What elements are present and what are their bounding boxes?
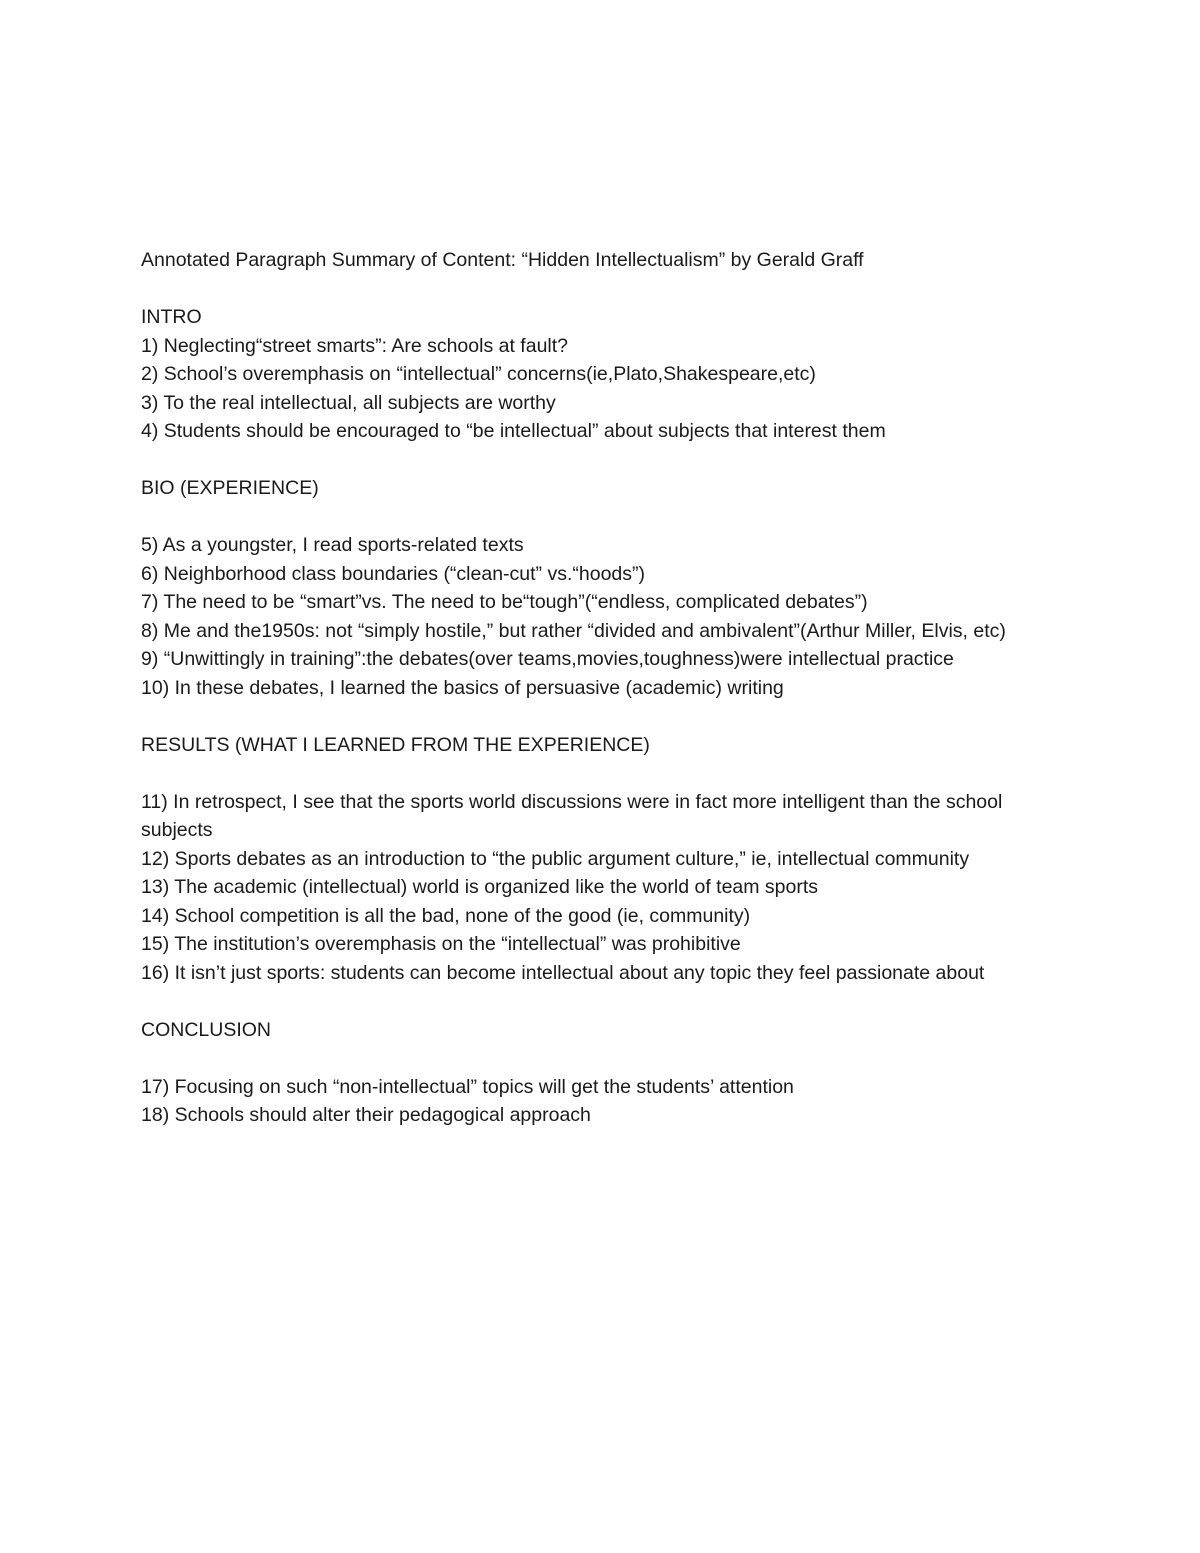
- conclusion-list: [141, 1073, 1071, 1130]
- spacer: [141, 275, 1071, 304]
- list-item: 1) Neglecting“street smarts”: Are schools at fault?: [141, 334, 569, 357]
- bio-list: [141, 531, 1071, 702]
- spacer: [141, 1044, 1071, 1073]
- list-item: 6) Neighborhood class boundaries (“clean-cut” vs.“hoods”): [141, 562, 645, 585]
- section-heading-results: RESULTS (WHAT I LEARNED FROM THE EXPERIENCE): [141, 733, 650, 756]
- list-item: 9) “Unwittingly in training”:the debates(over teams,movies,toughness)were intellectual practice: [141, 648, 954, 670]
- list-item: 7) The need to be “smart”vs. The need to be“tough”(“endless, complicated debates”): [141, 591, 868, 613]
- list-item: 10) In these debates, I learned the basics of persuasive (academic) writing: [141, 676, 784, 699]
- list-item: 14) School competition is all the bad, none of the good (ie, community): [141, 904, 751, 927]
- list-item: 12) Sports debates as an introduction to “the public argument culture,” ie, intellectual community: [141, 847, 970, 870]
- list-item: 3) To the real intellectual, all subjects are worthy: [141, 391, 556, 414]
- list-item: 2) School’s overemphasis on “intellectual” concerns(ie,Plato,Shakespeare,etc): [141, 363, 816, 385]
- document-title: Annotated Paragraph Summary of Content: “Hidden Intellectualism” by Gerald Graff: [141, 249, 864, 271]
- spacer: [141, 446, 1071, 475]
- section-heading-conclusion: CONCLUSION: [141, 1018, 272, 1041]
- results-list: [141, 788, 1071, 988]
- list-item: 16) It isn’t just sports: students can become intellectual about any topic they feel passionate about: [141, 961, 985, 984]
- spacer: [141, 759, 1071, 788]
- spacer: [141, 702, 1071, 731]
- spacer: [141, 987, 1071, 1016]
- list-item: 11) In retrospect, I see that the sports world discussions were in fact more intelligent than the school subjects: [141, 790, 1003, 841]
- list-item: 17) Focusing on such “non-intellectual” topics will get the students’ attention: [141, 1075, 794, 1098]
- section-heading-intro: INTRO: [141, 306, 202, 328]
- intro-list: [141, 332, 1071, 446]
- list-item: 15) The institution’s overemphasis on the “intellectual” was prohibitive: [141, 933, 741, 955]
- document-page: [141, 246, 1071, 1130]
- list-item: 13) The academic (intellectual) world is organized like the world of team sports: [141, 876, 819, 898]
- list-item: 8) Me and the1950s: not “simply hostile,” but rather “divided and ambivalent”(Arthur Miller, Elvis, etc): [141, 619, 1006, 642]
- list-item: 18) Schools should alter their pedagogical approach: [141, 1104, 591, 1126]
- spacer: [141, 503, 1071, 532]
- list-item: 4) Students should be encouraged to “be intellectual” about subjects that interest them: [141, 420, 886, 442]
- list-item: 5) As a youngster, I read sports-related texts: [141, 534, 524, 556]
- section-heading-bio: BIO (EXPERIENCE): [141, 477, 319, 499]
